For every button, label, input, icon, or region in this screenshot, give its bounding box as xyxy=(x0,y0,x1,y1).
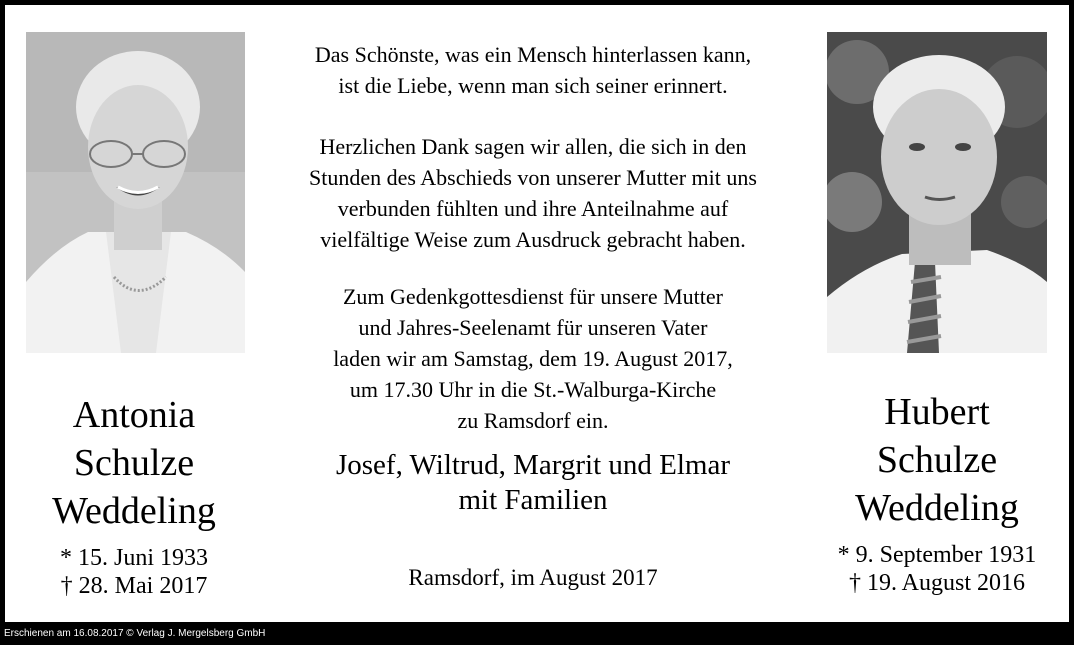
birth-date: * 9. September 1931 xyxy=(837,542,1037,568)
text-line: Herzlichen Dank sagen wir allen, die sich in den xyxy=(319,134,747,159)
death-date: † 19. August 2016 xyxy=(848,570,1025,596)
name-line: Schulze xyxy=(73,442,195,484)
portrait-photo-antonia xyxy=(26,32,245,353)
name-line: Weddeling xyxy=(855,487,1019,529)
publication-footer: Erschienen am 16.08.2017 © Verlag J. Mergelsberg GmbH xyxy=(4,628,266,639)
death-date: † 28. Mai 2017 xyxy=(60,573,208,599)
obituary-notice xyxy=(5,5,1069,622)
family-signers xyxy=(263,448,803,518)
memorial-service-invitation xyxy=(263,281,803,436)
text-line: und Jahres-Seelenamt für unseren Vater xyxy=(358,315,708,340)
text-line: Stunden des Abschieds von unserer Mutter mit uns xyxy=(309,165,757,190)
text-line: laden wir am Samstag, dem 19. August 2017, xyxy=(333,346,733,371)
name-line: Schulze xyxy=(876,439,998,481)
text-line: vielfältige Weise zum Ausdruck gebracht haben. xyxy=(320,227,746,252)
thanks-text xyxy=(263,131,803,255)
text-line: mit Familien xyxy=(458,484,608,516)
text-line: Ramsdorf, im August 2017 xyxy=(408,565,658,590)
text-line: ist die Liebe, wenn man sich seiner erinnert. xyxy=(338,73,728,98)
text-line: zu Ramsdorf ein. xyxy=(457,408,609,433)
name-line: Hubert xyxy=(884,391,990,433)
text-line: Josef, Wiltrud, Margrit und Elmar xyxy=(335,449,731,481)
deceased-antonia xyxy=(5,396,263,602)
place-and-date xyxy=(263,564,803,592)
name-line: Weddeling xyxy=(52,490,216,532)
text-line: Das Schönste, was ein Mensch hinterlassen kann, xyxy=(314,42,752,67)
birth-date: * 15. Juni 1933 xyxy=(59,545,208,571)
portrait-photo-hubert xyxy=(827,32,1047,353)
text-line: um 17.30 Uhr in die St.-Walburga-Kirche xyxy=(349,377,717,402)
quote-text xyxy=(263,39,803,101)
text-line: verbunden fühlten und ihre Anteilnahme auf xyxy=(337,196,729,221)
text-line: Zum Gedenkgottesdienst für unsere Mutter xyxy=(342,284,723,309)
name-line: Antonia xyxy=(72,394,196,436)
deceased-hubert xyxy=(808,393,1066,599)
